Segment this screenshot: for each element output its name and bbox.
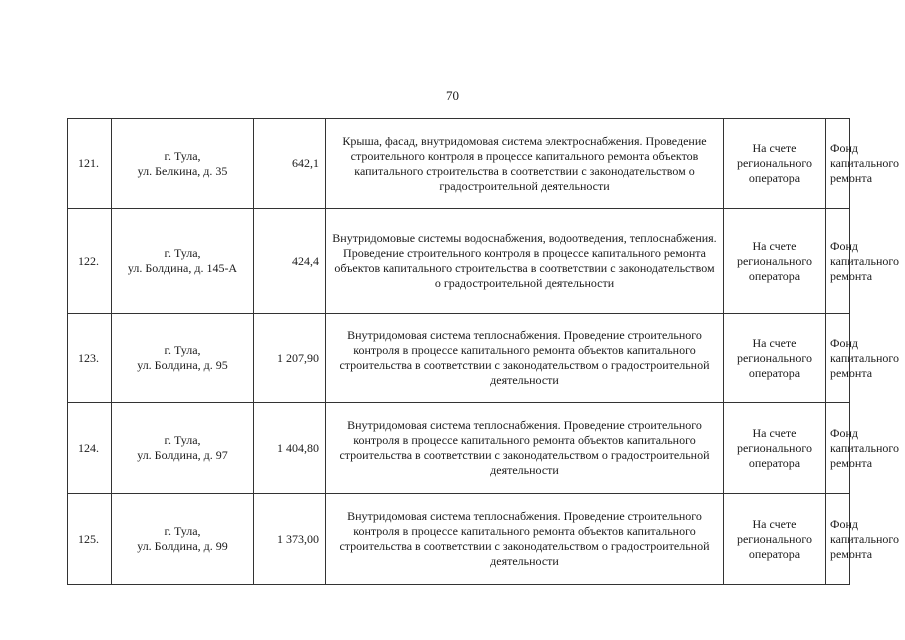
account-cell: На счете регионального оператора (724, 494, 826, 585)
row-number: 123. (68, 314, 112, 403)
page-number: 70 (446, 88, 459, 103)
works-cell: Внутридомовые системы водоснабжения, водоотведения, теплоснабжения. Проведение строительного контроля в процессе капитального ремонта объектов капитального строительства в соответствии с законодательством о градостроительной деятельности (326, 209, 724, 314)
fund-cell: Фонд капитального ремонта (826, 314, 850, 403)
account-cell: На счете регионального оператора (724, 119, 826, 209)
account-cell: На счете регионального оператора (724, 209, 826, 314)
address-city: г. Тула, (164, 246, 201, 260)
address-city: г. Тула, (164, 343, 201, 357)
address-street: ул. Белкина, д. 35 (137, 163, 228, 178)
area-cell: 424,4 (254, 209, 326, 314)
works-cell: Внутридомовая система теплоснабжения. Проведение строительного контроля в процессе капитального ремонта объектов капитального строительства в соответствии с законодательством о градостроительной деятельности (326, 494, 724, 585)
works-cell: Внутридомовая система теплоснабжения. Проведение строительного контроля в процессе капитального ремонта объектов капитального строительства в соответствии с законодательством о градостроительной деятельности (326, 403, 724, 494)
capital-repair-table (67, 118, 899, 585)
address-cell (112, 403, 254, 494)
table-row (68, 209, 850, 314)
works-cell: Внутридомовая система теплоснабжения. Проведение строительного контроля в процессе капитального ремонта объектов капитального строительства в соответствии с законодательством о градостроительной деятельности (326, 314, 724, 403)
address-street: ул. Болдина, д. 145-А (127, 261, 238, 275)
table-row (68, 314, 850, 403)
row-number: 124. (68, 403, 112, 494)
address-street: ул. Болдина, д. 99 (137, 539, 228, 553)
area-cell: 1 373,00 (254, 494, 326, 585)
row-number: 122. (68, 209, 112, 314)
address-cell (112, 209, 254, 314)
area-cell: 1 207,90 (254, 314, 326, 403)
fund-cell: Фонд капитального ремонта (826, 494, 850, 585)
works-cell: Крыша, фасад, внутридомовая система электроснабжения. Проведение строительного контроля в процессе капитального ремонта объектов капитального строительства в соответствии с законодательством о градостроительной деятельности (326, 119, 724, 209)
table-row (68, 403, 850, 494)
address-street: ул. Болдина, д. 95 (137, 358, 228, 372)
address-street: ул. Болдина, д. 97 (137, 448, 228, 462)
area-cell: 1 404,80 (254, 403, 326, 494)
row-number: 125. (68, 494, 112, 585)
address-cell (112, 119, 254, 209)
address-city: г. Тула, (164, 433, 201, 447)
fund-cell: Фонд капитального ремонта (826, 403, 850, 494)
address-cell (112, 494, 254, 585)
fund-cell: Фонд капитального ремонта (826, 209, 850, 314)
table-row (68, 494, 850, 585)
address-cell (112, 314, 254, 403)
address-city: г. Тула, (164, 148, 201, 163)
table-row (68, 119, 850, 209)
address-city: г. Тула, (164, 524, 201, 538)
account-cell: На счете регионального оператора (724, 314, 826, 403)
account-cell: На счете регионального оператора (724, 403, 826, 494)
area-cell: 642,1 (254, 119, 326, 209)
row-number: 121. (68, 119, 112, 209)
fund-cell: Фонд капитального ремонта (826, 119, 850, 209)
